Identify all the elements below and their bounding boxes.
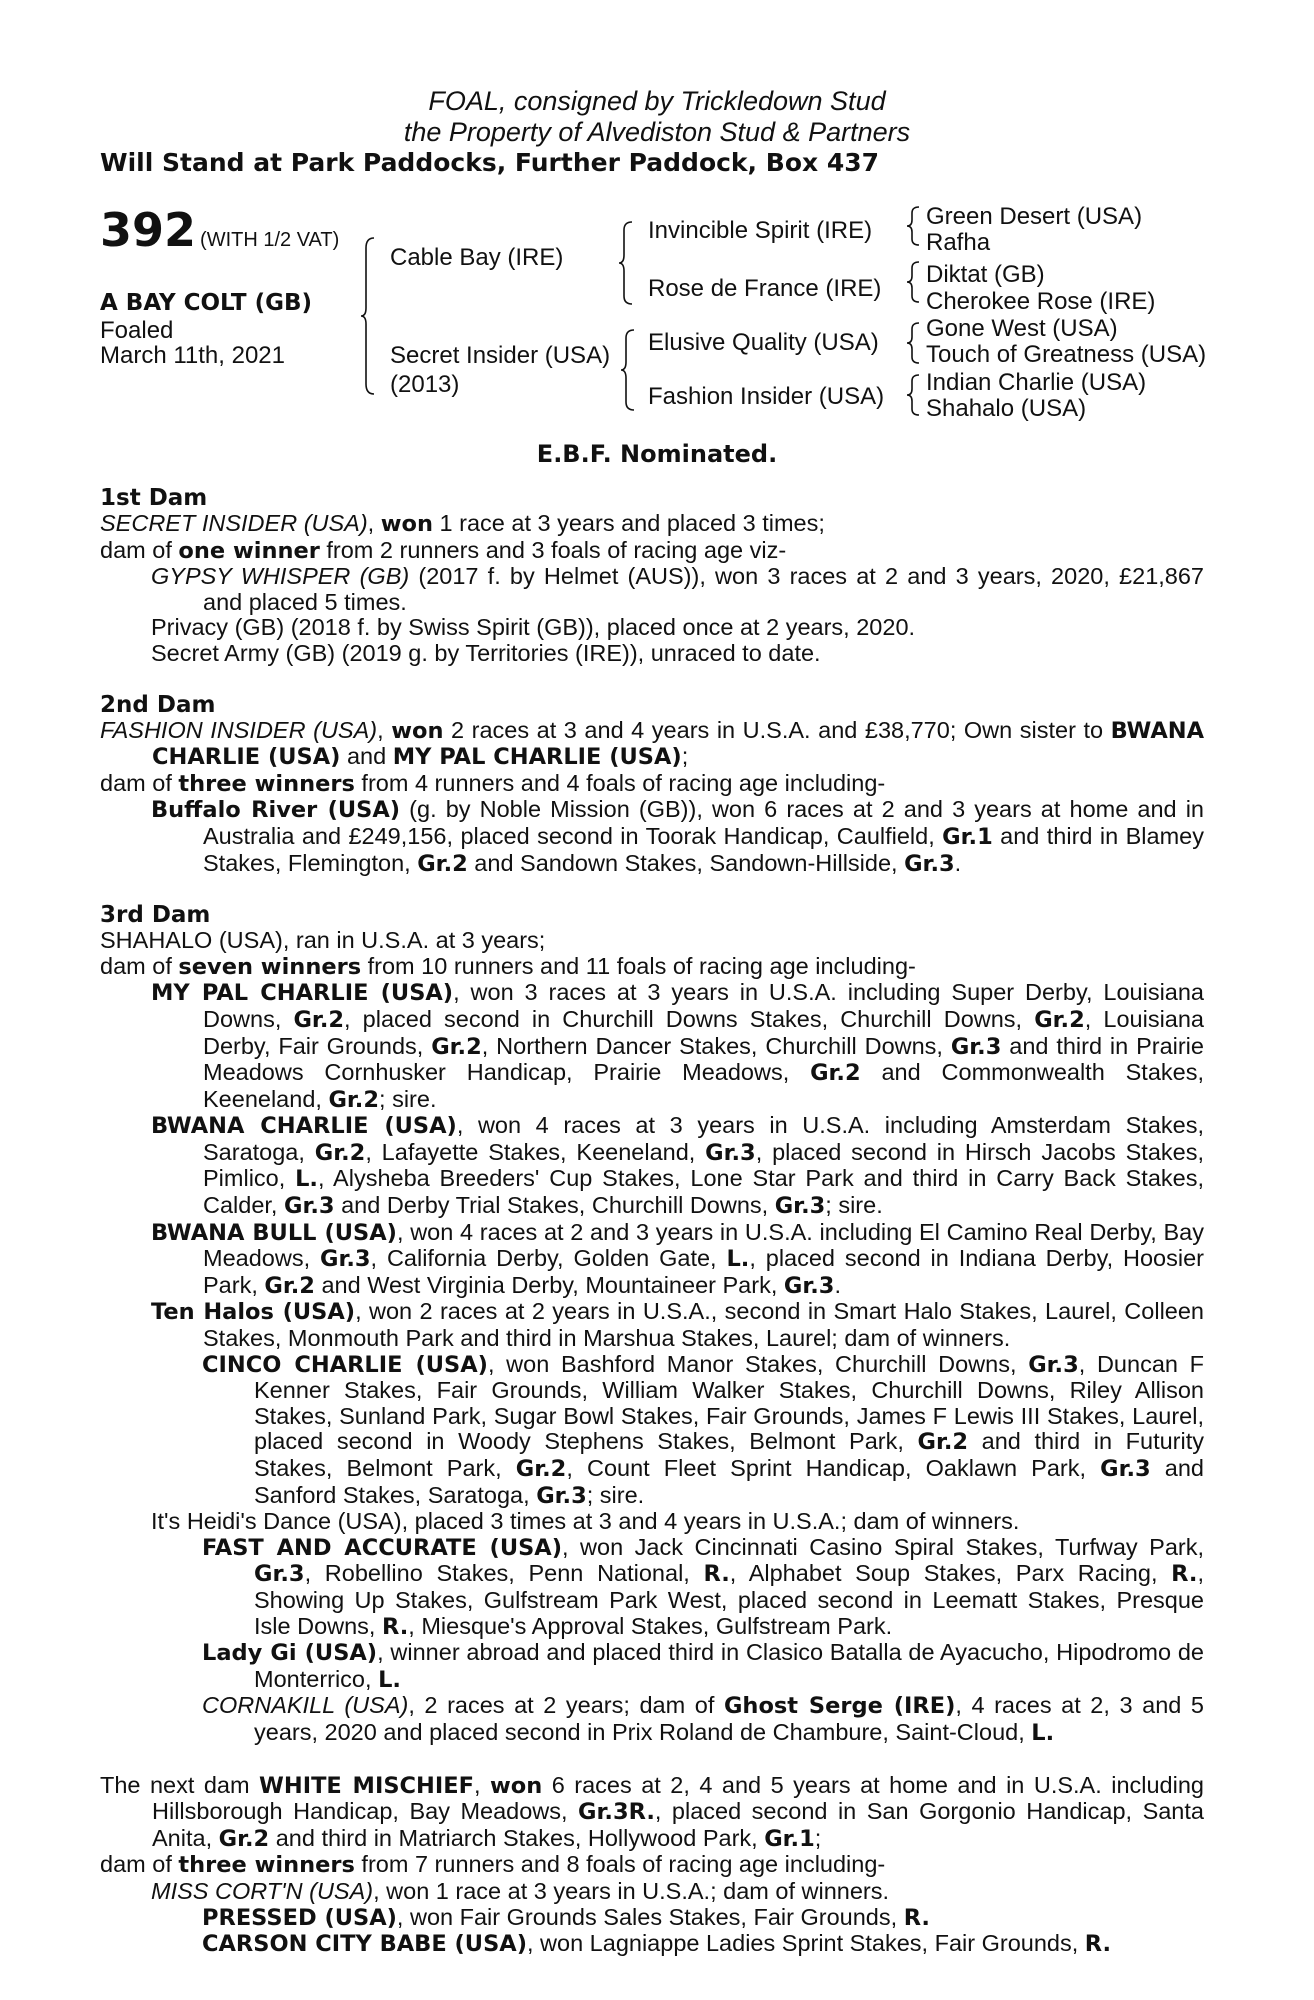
pedigree-brace-ss xyxy=(906,205,924,247)
produce-entry: Buffalo River (USA) (g. by Noble Mission (GB)), won 6 races at 2 and 3 years at home and in Australia and £249,156, placed second in Toorak Handicap, Caulfield, Gr.1 and third in Blamey Stakes, Flemington, Gr.2 and Sandown Stakes, Sandown-Hillside, Gr.3. xyxy=(151,796,1204,877)
stand-location: Will Stand at Park Paddocks, Further Paddock, Box 437 xyxy=(100,148,880,177)
sire-sire-sire: Green Desert (USA) xyxy=(926,203,1143,230)
produce-entry: Privacy (GB) (2018 f. by Swiss Spirit (GB)), placed once at 2 years, 2020. xyxy=(151,614,916,641)
pedigree-brace-ds xyxy=(906,321,924,365)
second-dam-heading: 2nd Dam xyxy=(100,691,216,718)
pedigree-brace-main xyxy=(360,236,380,396)
sire-dam-sire: Diktat (GB) xyxy=(926,261,1045,288)
first-dam-line: SECRET INSIDER (USA), won 1 race at 3 years and placed 3 times; xyxy=(100,510,825,537)
sire: Cable Bay (IRE) xyxy=(390,244,564,271)
lot-number: 392 xyxy=(100,203,197,257)
lot-description: A BAY COLT (GB) xyxy=(100,290,313,316)
produce-entry: CINCO CHARLIE (USA), won Bashford Manor Stakes, Churchill Downs, Gr.3, Duncan F Kenner Stakes, Fair Grounds, William Walker Stakes, Churchill Downs, Riley Allison Stakes, Sunland Park, Sugar Bowl Stakes, Fair Grounds, James F Lewis III Stakes, Laurel, placed second in Woody Stephens Stakes, Belmont Park, Gr.2 and third in Futurity Stakes, Belmont Park, Gr.2, Count Fleet Sprint Handicap, Oaklawn Park, Gr.3 and Sanford Stakes, Saratoga, Gr.3; sire. xyxy=(202,1350,1204,1509)
produce-entry: BWANA BULL (USA), won 4 races at 2 and 3 years in U.S.A. including El Camino Real Derby, Bay Meadows, Gr.3, California Derby, Golden Gate, L., placed second in Indiana Derby, Hoosier Park, Gr.2 and West Virginia Derby, Mountaineer Park, Gr.3. xyxy=(151,1218,1204,1299)
sire-dam: Rose de France (IRE) xyxy=(648,275,882,302)
produce-entry: FAST AND ACCURATE (USA), won Jack Cincinnati Casino Spiral Stakes, Turfway Park, Gr.3, Robellino Stakes, Penn National, R., Alphabet Soup Stakes, Parx Racing, R., Showing Up Stakes, Gulfstream Park West, placed second in Leematt Stakes, Presque Isle Downs, R., Miesque's Approval Stakes, Gulfstream Park. xyxy=(202,1533,1204,1640)
sire-sire-dam: Rafha xyxy=(926,229,991,256)
consignor-line: FOAL, consigned by Trickledown Stud xyxy=(428,86,886,116)
second-dam-produce-line: dam of three winners from 4 runners and 4 foals of racing age including- xyxy=(100,769,886,797)
ebf-note: E.B.F. Nominated. xyxy=(536,440,778,468)
foaled-label: Foaled xyxy=(100,317,174,344)
dam-sire: Elusive Quality (USA) xyxy=(648,329,879,356)
produce-entry: MISS CORT'N (USA), won 1 race at 3 years in U.S.A.; dam of winners. xyxy=(151,1877,890,1904)
pedigree-brace-sire xyxy=(618,220,638,306)
dam-dam: Fashion Insider (USA) xyxy=(648,383,885,410)
third-dam-produce-line: dam of seven winners from 10 runners and 11 foals of racing age including- xyxy=(100,952,916,980)
produce-entry: Ten Halos (USA), won 2 races at 2 years in U.S.A., second in Smart Halo Stakes, Laurel, Colleen Stakes, Monmouth Park and third in Marshua Stakes, Laurel; dam of winners. xyxy=(151,1298,1204,1352)
produce-entry: MY PAL CHARLIE (USA), won 3 races at 3 years in U.S.A. including Super Derby, Louisiana Downs, Gr.2, placed second in Churchill Downs Stakes, Churchill Downs, Gr.2, Louisiana Derby, Fair Grounds, Gr.2, Northern Dancer Stakes, Churchill Downs, Gr.3 and third in Prairie Meadows Cornhusker Handicap, Prairie Meadows, Gr.2 and Commonwealth Stakes, Keeneland, Gr.2; sire. xyxy=(151,979,1205,1113)
dam-sire-sire: Gone West (USA) xyxy=(926,315,1118,342)
sire-dam-dam: Cherokee Rose (IRE) xyxy=(926,288,1156,315)
produce-entry: Lady Gi (USA), winner abroad and placed third in Clasico Batalla de Ayacucho, Hipodromo de Monterrico, L. xyxy=(202,1639,1204,1693)
pedigree-brace-dam xyxy=(620,328,640,412)
produce-entry: CORNAKILL (USA), 2 races at 2 years; dam of Ghost Serge (IRE), 4 races at 2, 3 and 5 years, 2020 and placed second in Prix Roland de Chambure, Saint-Cloud, L. xyxy=(202,1692,1204,1746)
pedigree-body xyxy=(100,485,1204,1958)
next-dam-line: The next dam WHITE MISCHIEF, won 6 races at 2, 4 and 5 years at home and in U.S.A. including Hillsborough Handicap, Bay Meadows, Gr.3R., placed second in San Gorgonio Handicap, Santa Anita, Gr.2 and third in Matriarch Stakes, Hollywood Park, Gr.1; xyxy=(100,1771,1204,1852)
lot-heading xyxy=(100,203,339,257)
second-dam-line: FASHION INSIDER (USA), won 2 races at 3 and 4 years in U.S.A. and £38,770; Own sister to BWANA CHARLIE (USA) and MY PAL CHARLIE (USA); xyxy=(100,716,1205,771)
first-dam-heading: 1st Dam xyxy=(100,485,208,511)
third-dam-line: SHAHALO (USA), ran in U.S.A. at 3 years; xyxy=(100,927,546,954)
produce-entry: It's Heidi's Dance (USA), placed 3 times at 3 and 4 years in U.S.A.; dam of winners. xyxy=(151,1508,1020,1535)
dam-dam-sire: Indian Charlie (USA) xyxy=(926,369,1147,396)
pedigree-brace-dd xyxy=(906,373,924,417)
produce-entry: BWANA CHARLIE (USA), won 4 races at 3 years in U.S.A. including Amsterdam Stakes, Saratoga, Gr.2, Lafayette Stakes, Keeneland, Gr.3, placed second in Hirsch Jacobs Stakes, Pimlico, L., Alysheba Breeders' Cup Stakes, Lone Star Park and third in Carry Back Stakes, Calder, Gr.3 and Derby Trial Stakes, Churchill Downs, Gr.3; sire. xyxy=(151,1112,1204,1220)
pedigree-brace-sd xyxy=(906,260,924,304)
property-line: the Property of Alvediston Stud & Partners xyxy=(403,117,911,147)
foaled-date: March 11th, 2021 xyxy=(100,342,286,369)
dam-dam-dam: Shahalo (USA) xyxy=(926,395,1087,422)
produce-entry: PRESSED (USA), won Fair Grounds Sales Stakes, Fair Grounds, R. xyxy=(202,1903,930,1931)
produce-entry: CARSON CITY BABE (USA), won Lagniappe Ladies Sprint Stakes, Fair Grounds, R. xyxy=(202,1930,1112,1958)
dam: Secret Insider (USA) xyxy=(390,342,611,369)
first-dam-produce-line: dam of one winner from 2 runners and 3 foals of racing age viz- xyxy=(100,536,787,564)
third-dam-heading: 3rd Dam xyxy=(100,902,211,929)
vat-note: (WITH 1/2 VAT) xyxy=(200,229,340,251)
sire-sire: Invincible Spirit (IRE) xyxy=(648,217,873,244)
produce-entry: GYPSY WHISPER (GB) (2017 f. by Helmet (AUS)), won 3 races at 2 and 3 years, 2020, £21,867 and placed 5 times. xyxy=(151,563,1204,615)
dam-sire-dam: Touch of Greatness (USA) xyxy=(926,341,1207,368)
produce-entry: Secret Army (GB) (2019 g. by Territories (IRE)), unraced to date. xyxy=(151,639,821,666)
next-dam-produce-line: dam of three winners from 7 runners and 8 foals of racing age including- xyxy=(100,1851,886,1879)
dam-year: (2013) xyxy=(390,371,460,398)
